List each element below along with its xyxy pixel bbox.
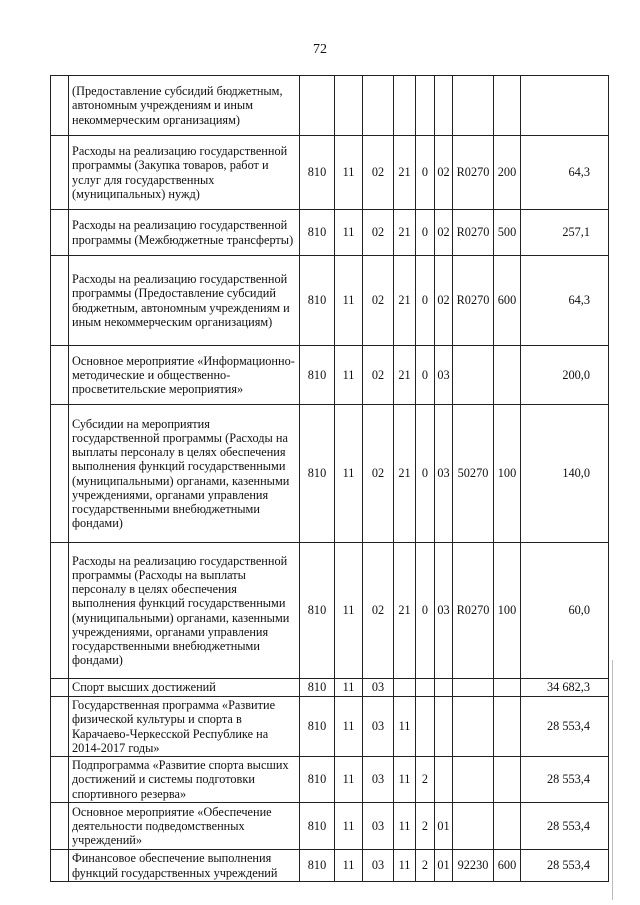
- cell-cs4: [453, 757, 494, 803]
- row-marker-cell: [51, 850, 69, 882]
- cell-cs4: 50270: [453, 405, 494, 543]
- cell-pr: 02: [363, 346, 394, 405]
- cell-sum: 64,3: [521, 256, 609, 346]
- cell-sum: 64,3: [521, 136, 609, 210]
- cell-cs4: [453, 679, 494, 697]
- row-name: Расходы на реализацию государственной программы (Предоставление субсидий бюджетным, автономным учреждениям и иным некоммерческим организациям): [69, 256, 300, 346]
- cell-pr: 02: [363, 256, 394, 346]
- table-row: [51, 210, 609, 256]
- cell-sum: [521, 76, 609, 136]
- row-name: Спорт высших достижений: [69, 679, 300, 697]
- cell-cs3: 03: [435, 346, 453, 405]
- cell-cs3: 03: [435, 543, 453, 679]
- row-marker-cell: [51, 210, 69, 256]
- cell-cs1: 11: [394, 757, 416, 803]
- row-name: Основное мероприятие «Информационно-методические и общественно-просветительские мероприятия»: [69, 346, 300, 405]
- cell-rz: 11: [335, 405, 363, 543]
- cell-cs2: 0: [416, 210, 435, 256]
- cell-rz: 11: [335, 543, 363, 679]
- cell-vr: [494, 757, 521, 803]
- cell-vr: 100: [494, 405, 521, 543]
- row-marker-cell: [51, 76, 69, 136]
- cell-cs2: 0: [416, 346, 435, 405]
- cell-sum: 28 553,4: [521, 850, 609, 882]
- cell-vr: 100: [494, 543, 521, 679]
- cell-sum: 28 553,4: [521, 757, 609, 803]
- cell-gr: 810: [300, 697, 335, 757]
- cell-cs2: 2: [416, 850, 435, 882]
- cell-pr: 03: [363, 679, 394, 697]
- cell-cs2: 2: [416, 757, 435, 803]
- cell-cs1: 21: [394, 543, 416, 679]
- cell-rz: 11: [335, 803, 363, 850]
- cell-cs2: [416, 679, 435, 697]
- cell-cs1: 11: [394, 697, 416, 757]
- cell-vr: [494, 346, 521, 405]
- cell-vr: [494, 679, 521, 697]
- cell-cs4: 92230: [453, 850, 494, 882]
- cell-cs3: 02: [435, 256, 453, 346]
- cell-rz: 11: [335, 256, 363, 346]
- row-marker-cell: [51, 543, 69, 679]
- cell-sum: 34 682,3: [521, 679, 609, 697]
- cell-rz: 11: [335, 210, 363, 256]
- cell-cs3: 03: [435, 405, 453, 543]
- cell-gr: 810: [300, 346, 335, 405]
- cell-sum: 28 553,4: [521, 803, 609, 850]
- cell-cs4: R0270: [453, 210, 494, 256]
- cell-cs2: 0: [416, 543, 435, 679]
- cell-sum: 200,0: [521, 346, 609, 405]
- row-name: Государственная программа «Развитие физической культуры и спорта в Карачаево-Черкесской Республике на 2014-2017 годы»: [69, 697, 300, 757]
- cell-sum: 60,0: [521, 543, 609, 679]
- cell-gr: 810: [300, 757, 335, 803]
- cell-gr: [300, 76, 335, 136]
- cell-rz: 11: [335, 757, 363, 803]
- cell-rz: 11: [335, 697, 363, 757]
- cell-pr: 03: [363, 803, 394, 850]
- cell-gr: 810: [300, 543, 335, 679]
- cell-vr: [494, 76, 521, 136]
- row-marker-cell: [51, 803, 69, 850]
- cell-cs1: 21: [394, 346, 416, 405]
- cell-pr: 03: [363, 757, 394, 803]
- table-row: [51, 543, 609, 679]
- cell-vr: 500: [494, 210, 521, 256]
- cell-cs2: [416, 76, 435, 136]
- cell-vr: [494, 697, 521, 757]
- cell-gr: 810: [300, 803, 335, 850]
- row-marker-cell: [51, 757, 69, 803]
- cell-rz: [335, 76, 363, 136]
- cell-rz: 11: [335, 346, 363, 405]
- cell-cs1: 21: [394, 136, 416, 210]
- page-number: 72: [313, 42, 327, 57]
- cell-cs3: [435, 757, 453, 803]
- cell-rz: 11: [335, 136, 363, 210]
- row-marker-cell: [51, 256, 69, 346]
- scan-edge-line: [612, 660, 613, 900]
- cell-rz: 11: [335, 679, 363, 697]
- cell-gr: 810: [300, 256, 335, 346]
- cell-cs1: 21: [394, 405, 416, 543]
- cell-cs3: [435, 697, 453, 757]
- table-row: [51, 850, 609, 882]
- cell-pr: 02: [363, 405, 394, 543]
- cell-sum: 28 553,4: [521, 697, 609, 757]
- cell-cs1: [394, 76, 416, 136]
- cell-gr: 810: [300, 679, 335, 697]
- cell-cs3: [435, 679, 453, 697]
- cell-cs1: 11: [394, 803, 416, 850]
- row-name: Расходы на реализацию государственной программы (Закупка товаров, работ и услуг для государственных (муниципальных) нужд): [69, 136, 300, 210]
- cell-vr: 200: [494, 136, 521, 210]
- row-name: (Предоставление субсидий бюджетным, автономным учреждениям и иным некоммерческим организациям): [69, 76, 300, 136]
- row-marker-cell: [51, 405, 69, 543]
- cell-cs4: R0270: [453, 256, 494, 346]
- row-name: Финансовое обеспечение выполнения функций государственных учреждений: [69, 850, 300, 882]
- cell-pr: 02: [363, 543, 394, 679]
- table-row: [51, 346, 609, 405]
- cell-sum: 140,0: [521, 405, 609, 543]
- cell-cs1: [394, 679, 416, 697]
- cell-pr: 02: [363, 136, 394, 210]
- row-marker-cell: [51, 136, 69, 210]
- row-name: Субсидии на мероприятия государственной программы (Расходы на выплаты персоналу в целях обеспечения выполнения функций государственными (муниципальными) органами, казенными учреждениями, органами управления государственными внебюджетными фондами): [69, 405, 300, 543]
- cell-cs4: [453, 803, 494, 850]
- cell-cs3: 01: [435, 803, 453, 850]
- row-name: Подпрограмма «Развитие спорта высших достижений и системы подготовки спортивного резерва»: [69, 757, 300, 803]
- cell-cs3: 02: [435, 136, 453, 210]
- cell-cs4: R0270: [453, 543, 494, 679]
- row-name: Расходы на реализацию государственной программы (Межбюджетные трансферты): [69, 210, 300, 256]
- cell-gr: 810: [300, 405, 335, 543]
- cell-pr: 02: [363, 210, 394, 256]
- cell-gr: 810: [300, 850, 335, 882]
- cell-cs3: [435, 76, 453, 136]
- budget-table: [50, 75, 609, 882]
- cell-cs1: 21: [394, 210, 416, 256]
- cell-cs1: 11: [394, 850, 416, 882]
- cell-cs2: 2: [416, 803, 435, 850]
- row-name: Основное мероприятие «Обеспечение деятельности подведомственных учреждений»: [69, 803, 300, 850]
- cell-vr: 600: [494, 850, 521, 882]
- cell-cs2: [416, 697, 435, 757]
- cell-cs2: 0: [416, 256, 435, 346]
- row-marker-cell: [51, 679, 69, 697]
- cell-gr: 810: [300, 136, 335, 210]
- cell-cs4: [453, 346, 494, 405]
- cell-rz: 11: [335, 850, 363, 882]
- cell-cs2: 0: [416, 136, 435, 210]
- table-row: [51, 405, 609, 543]
- cell-gr: 810: [300, 210, 335, 256]
- cell-vr: [494, 803, 521, 850]
- cell-cs4: [453, 697, 494, 757]
- row-marker-cell: [51, 346, 69, 405]
- table-row: [51, 679, 609, 697]
- table-row: [51, 757, 609, 803]
- cell-vr: 600: [494, 256, 521, 346]
- table-row: [51, 136, 609, 210]
- table-row: [51, 697, 609, 757]
- cell-cs3: 02: [435, 210, 453, 256]
- row-marker-cell: [51, 697, 69, 757]
- table-row: [51, 76, 609, 136]
- table-row: [51, 256, 609, 346]
- cell-pr: 03: [363, 697, 394, 757]
- table-row: [51, 803, 609, 850]
- cell-cs2: 0: [416, 405, 435, 543]
- cell-pr: 03: [363, 850, 394, 882]
- row-name: Расходы на реализацию государственной программы (Расходы на выплаты персоналу в целях обеспечения выполнения функций государственными (муниципальными) органами, казенными учреждениями, органами управления государственными внебюджетными фондами): [69, 543, 300, 679]
- cell-sum: 257,1: [521, 210, 609, 256]
- cell-cs3: 01: [435, 850, 453, 882]
- cell-cs4: R0270: [453, 136, 494, 210]
- cell-cs1: 21: [394, 256, 416, 346]
- cell-cs4: [453, 76, 494, 136]
- cell-pr: [363, 76, 394, 136]
